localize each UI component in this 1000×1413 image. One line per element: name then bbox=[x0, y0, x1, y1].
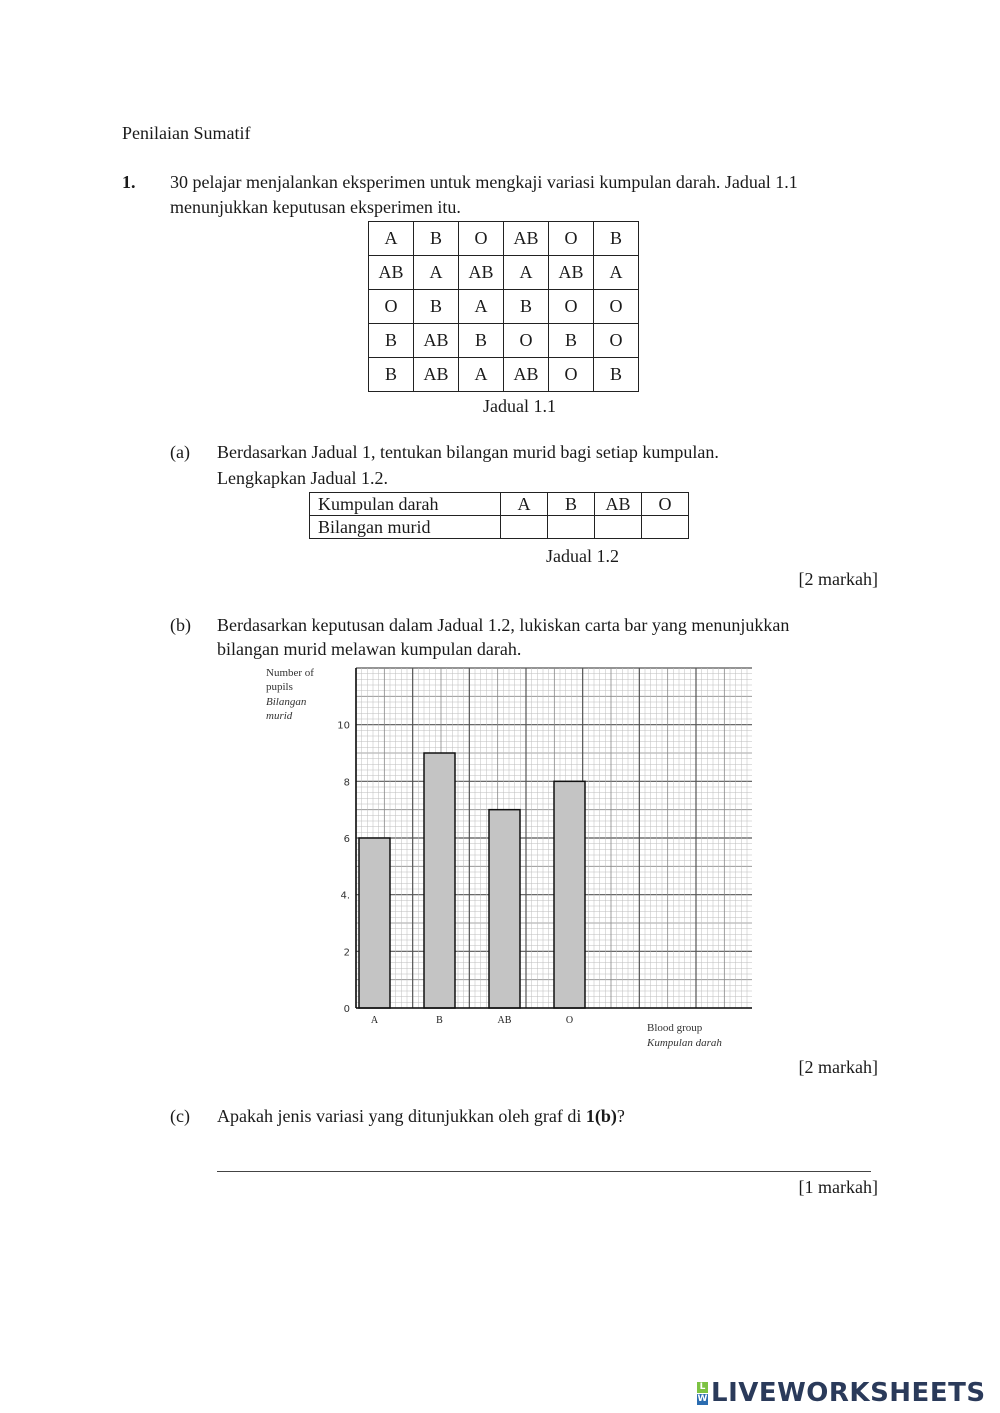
part-b-line2: bilangan murid melawan kumpulan darah. bbox=[217, 639, 522, 659]
page-title: Penilaian Sumatif bbox=[122, 123, 251, 143]
table-1-2-caption: Jadual 1.2 bbox=[546, 546, 619, 566]
table-cell: AB bbox=[414, 358, 459, 392]
part-b-label: (b) bbox=[170, 615, 191, 635]
y-axis-title: murid bbox=[266, 710, 293, 722]
table-cell: A bbox=[459, 358, 504, 392]
blood-group-a: A bbox=[501, 493, 548, 516]
x-axis-title: Blood group bbox=[647, 1022, 703, 1034]
table-cell: AB bbox=[369, 256, 414, 290]
table-cell: AB bbox=[459, 256, 504, 290]
part-c-marks: [1 markah] bbox=[798, 1177, 878, 1197]
x-tick-label: A bbox=[370, 1015, 379, 1026]
answer-cell-o[interactable] bbox=[642, 516, 689, 539]
table-cell: AB bbox=[549, 256, 594, 290]
table-cell: O bbox=[369, 290, 414, 324]
table-cell: B bbox=[459, 324, 504, 358]
bar-a bbox=[359, 838, 390, 1008]
table-cell: B bbox=[414, 290, 459, 324]
bar-ab bbox=[489, 810, 520, 1008]
y-axis-title: Bilangan bbox=[266, 696, 307, 708]
table-cell: AB bbox=[504, 358, 549, 392]
part-b-line1: Berdasarkan keputusan dalam Jadual 1.2, lukiskan carta bar yang menunjukkan bbox=[217, 615, 790, 635]
table-cell: A bbox=[594, 256, 639, 290]
bar-o bbox=[554, 781, 585, 1008]
table-1-2 bbox=[309, 492, 689, 539]
blood-group-o: O bbox=[642, 493, 689, 516]
logo-text: LIVEWORKSHEETS bbox=[711, 1378, 986, 1408]
table-cell: A bbox=[369, 222, 414, 256]
part-b-marks: [2 markah] bbox=[798, 1057, 878, 1077]
x-tick-label: B bbox=[436, 1015, 443, 1026]
answer-line[interactable] bbox=[217, 1170, 871, 1172]
table-1-1 bbox=[368, 221, 639, 392]
y-axis-title: pupils bbox=[266, 681, 293, 693]
table-cell: B bbox=[414, 222, 459, 256]
table-cell: O bbox=[549, 358, 594, 392]
part-a-line2: Lengkapkan Jadual 1.2. bbox=[217, 468, 388, 488]
table-1-2-header-label: Kumpulan darah bbox=[310, 493, 501, 516]
table-cell: A bbox=[414, 256, 459, 290]
part-c-text: Apakah jenis variasi yang ditunjukkan oleh graf di bbox=[217, 1106, 586, 1126]
part-c-label: (c) bbox=[170, 1106, 190, 1126]
y-tick-label: 4. bbox=[340, 890, 350, 902]
table-cell: O bbox=[459, 222, 504, 256]
bar-b bbox=[424, 753, 455, 1008]
table-cell: A bbox=[504, 256, 549, 290]
part-c-question bbox=[217, 1105, 625, 1127]
table-cell: B bbox=[594, 358, 639, 392]
table-1-2-row-label: Bilangan murid bbox=[310, 516, 501, 539]
part-c-ref: 1(b) bbox=[585, 1106, 617, 1126]
blood-group-ab: AB bbox=[595, 493, 642, 516]
table-cell: B bbox=[549, 324, 594, 358]
answer-cell-a[interactable] bbox=[501, 516, 548, 539]
part-a-line1: Berdasarkan Jadual 1, tentukan bilangan murid bagi setiap kumpulan. bbox=[217, 442, 719, 462]
x-tick-label: AB bbox=[497, 1015, 512, 1026]
table-row bbox=[369, 256, 639, 290]
table-row bbox=[369, 358, 639, 392]
part-c-suffix: ? bbox=[616, 1106, 625, 1126]
table-row bbox=[310, 493, 689, 516]
x-tick-label: O bbox=[565, 1015, 574, 1026]
liveworksheets-logo bbox=[697, 1378, 986, 1408]
table-cell: O bbox=[549, 222, 594, 256]
x-axis-title-ms: Kumpulan darah bbox=[647, 1037, 722, 1049]
y-tick-label: 8 bbox=[343, 777, 350, 789]
table-cell: O bbox=[594, 324, 639, 358]
table-row bbox=[369, 324, 639, 358]
table-cell: B bbox=[504, 290, 549, 324]
y-tick-label: 0 bbox=[343, 1004, 350, 1015]
table-row bbox=[369, 290, 639, 324]
part-a-marks: [2 markah] bbox=[798, 569, 878, 589]
y-axis-title: Number of bbox=[266, 667, 314, 679]
y-tick-label: 10 bbox=[337, 720, 350, 732]
part-a-label: (a) bbox=[170, 442, 190, 462]
table-1-1-caption: Jadual 1.1 bbox=[483, 396, 556, 416]
table-cell: A bbox=[459, 290, 504, 324]
question-intro-line1: 30 pelajar menjalankan eksperimen untuk mengkaji variasi kumpulan darah. Jadual 1.1 bbox=[170, 172, 798, 192]
answer-cell-b[interactable] bbox=[548, 516, 595, 539]
table-cell: AB bbox=[504, 222, 549, 256]
logo-mark-icon: L W bbox=[697, 1381, 708, 1404]
question-intro-line2: menunjukkan keputusan eksperimen itu. bbox=[170, 197, 461, 217]
question-number: 1. bbox=[122, 172, 136, 192]
y-tick-label: 2 bbox=[343, 947, 350, 959]
table-cell: B bbox=[369, 324, 414, 358]
table-row bbox=[369, 222, 639, 256]
table-cell: AB bbox=[414, 324, 459, 358]
bar-chart bbox=[250, 660, 770, 1055]
table-cell: B bbox=[594, 222, 639, 256]
table-cell: O bbox=[549, 290, 594, 324]
table-cell: O bbox=[504, 324, 549, 358]
table-row bbox=[310, 516, 689, 539]
answer-cell-ab[interactable] bbox=[595, 516, 642, 539]
blood-group-b: B bbox=[548, 493, 595, 516]
table-cell: O bbox=[594, 290, 639, 324]
y-tick-label: 6 bbox=[343, 834, 350, 845]
table-cell: B bbox=[369, 358, 414, 392]
